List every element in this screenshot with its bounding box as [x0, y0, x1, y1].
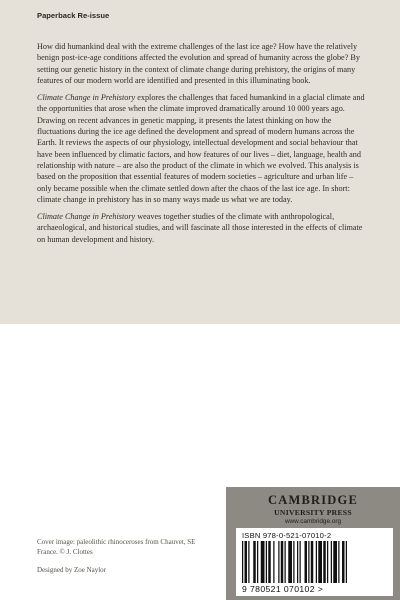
barcode-arrow: >: [317, 584, 324, 594]
book-title-italic: Climate Change in Prehistory: [37, 212, 136, 222]
blurb-paragraph-3-text: weaves together studies of the climate with anthropological, archaeological, and historical studies, and will fascinate all those interested in the effects of climate on human development and history.: [37, 212, 363, 244]
barcode-number: 9 780521 070102: [242, 584, 315, 594]
blurb-text: [37, 41, 367, 251]
blurb-paragraph-3: [37, 211, 367, 245]
cover-image-credit: Cover image: paleolithic rhinoceroses from Chauvet, SE France. © J. Clottes: [37, 538, 196, 557]
barcode-area: [236, 528, 393, 596]
blurb-paragraph-2-text: explores the challenges that faced humankind in a glacial climate and the opportunities that arose when the climate improved dramatically around 10 000 years ago. Drawing on recent advances in genetic mapping, it presents the latest thinking on how the fluctuations during the ice age defined the development and spread of modern humans across the Earth. It reviews the aspects of our physiology, intellectual development and social behaviour that have been influenced by climatic factors, and how features of our lives – diet, language, health and relationship with nature – are also the product of the climate in which we evolved. This analysis is based on the proposition that essential features of modern societies – agriculture and urban life – only became possible when the climate settled down after the chaos of the last ice age. In short: climate change in prehistory has in so many ways made us what we are today.: [37, 93, 365, 204]
publisher-logo-name: CAMBRIDGE: [268, 493, 358, 507]
publisher-subtitle: UNIVERSITY PRESS: [274, 508, 352, 517]
publisher-block: [226, 487, 400, 600]
isbn-label: ISBN 978-0-521-07010-2: [242, 531, 332, 540]
blurb-paragraph-2: [37, 92, 367, 205]
book-title-italic: Climate Change in Prehistory: [37, 93, 136, 103]
barcode-icon: [242, 541, 388, 583]
publisher-url: www.cambridge.org: [284, 518, 342, 525]
barcode-digits: [242, 584, 323, 594]
edition-label: Paperback Re-issue: [37, 11, 110, 20]
designer-credit: Designed by Zoe Naylor: [37, 566, 107, 574]
blurb-paragraph-intro: How did humankind deal with the extreme challenges of the last ice age? How have the relatively benign post-ice-age conditions affected the evolution and spread of humanity across the globe? By setting our genetic history in the context of climate change during prehistory, the origins of many features of our modern world are identified and presented in this illuminating book.: [37, 42, 360, 85]
